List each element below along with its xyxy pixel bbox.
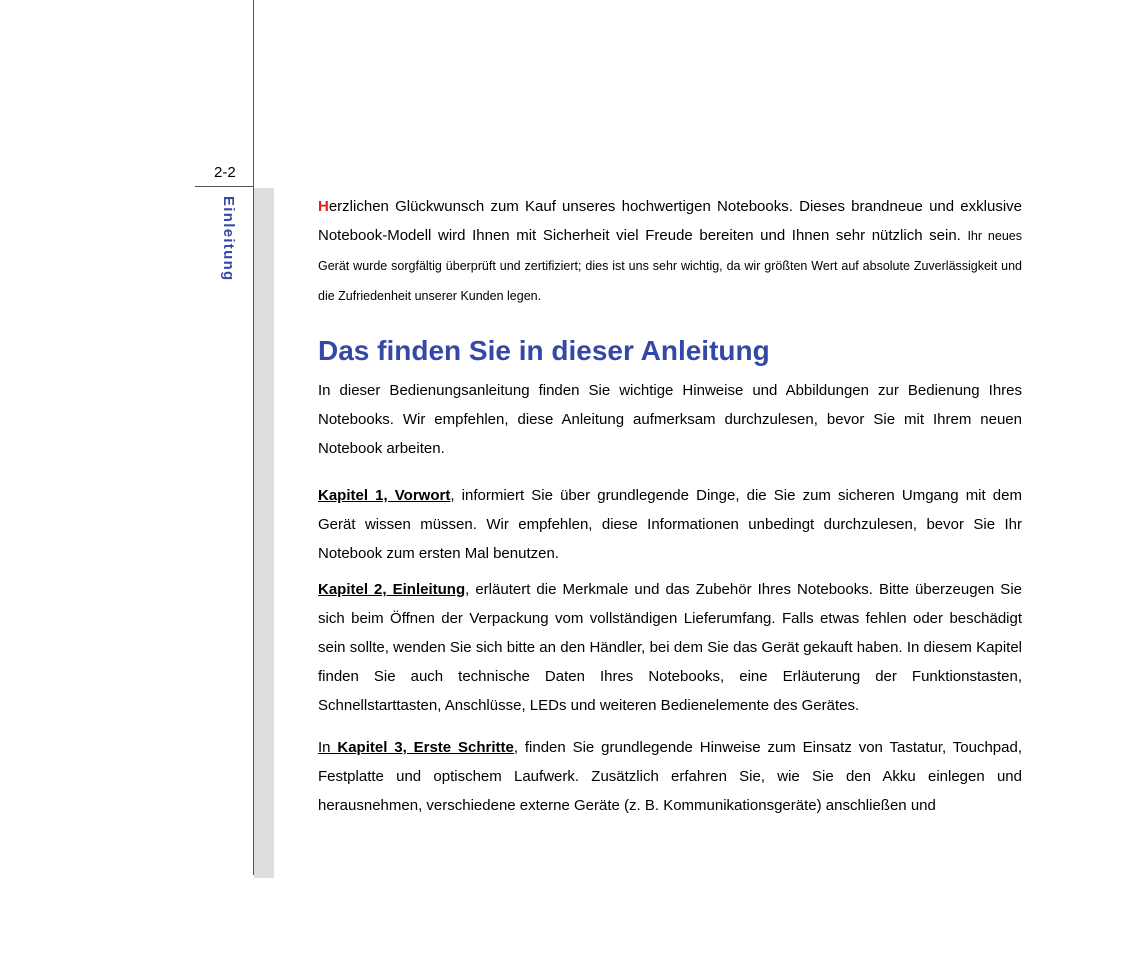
chapter-2-text: , erläutert die Merkmale und das Zubehör Ihres Notebooks. Bitte überzeugen Sie sich beim Öffnen der Verpackung vom vollständigen Lieferumfang. Falls etwas fehlen oder beschädigt sein sollte, wenden Sie sich bitte an den Händler, bei dem Sie das Gerät gekauft haben. In diesem Kapitel finden Sie auch technische Daten Ihres Notebooks, eine Erläuterung der Funktionstasten, Schnellstarttasten, Anschlüsse, LEDs und weiteren Bedienelemente des Gerätes. (318, 581, 1022, 714)
chapter-3-title: Kapitel 3, Erste Schritte (337, 739, 514, 756)
page-number-rule (195, 186, 254, 187)
chapter-2-paragraph (318, 575, 1022, 720)
intro-paragraph (318, 192, 1022, 311)
chapter-3-text: , finden Sie grundlegende Hinweise zum Einsatz von Tastatur, Touchpad, Festplatte und optischem Laufwerk. Zusätzlich erfahren Sie, wie Sie den Akku einlegen und herausnehmen, verschiedene externe Geräte (z. B. Kommunikationsgeräte) anschließen und (318, 739, 1022, 814)
chapter-3-prefix: In (318, 739, 338, 756)
about-paragraph: In dieser Bedienungsanleitung finden Sie wichtige Hinweise und Abbildungen zur Bedienung Ihres Notebooks. Wir empfehlen, diese Anleitung aufmerksam durchzulesen, bevor Sie mit Ihrem neuen Notebook arbeiten. (318, 382, 1022, 457)
intro-initial: H (318, 198, 329, 215)
margin-gray-bar (254, 188, 274, 878)
page-number: 2-2 (214, 164, 236, 181)
section-heading: Das finden Sie in dieser Anleitung (318, 335, 770, 366)
intro-text: erzlichen Glückwunsch zum Kauf unseres hochwertigen Notebooks. Dieses brandneue und exklusive Notebook-Modell wird Ihnen mit Sicherheit viel Freude bereiten und Ihnen sehr nützlich sein. (318, 198, 1022, 244)
chapter-1-title: Kapitel 1, Vorwort (318, 487, 451, 504)
chapter-3-paragraph (318, 733, 1022, 820)
intro-small-text: Ihr neues Gerät wurde sorgfältig überprüft und zertifiziert; dies ist uns sehr wichtig, da wir größten Wert auf absolute Zuverlässigkeit und die Zufriedenheit unserer Kunden legen. (318, 229, 1022, 303)
page-content (318, 192, 1022, 820)
chapter-1-paragraph (318, 481, 1022, 568)
chapter-side-label: Einleitung (220, 196, 237, 282)
chapter-2-title: Kapitel 2, Einleitung (318, 581, 466, 598)
chapter-1-text: , informiert Sie über grundlegende Dinge, die Sie zum sicheren Umgang mit dem Gerät wissen müssen. Wir empfehlen, diese Informationen unbedingt durchzulesen, bevor Sie Ihr Notebook zum ersten Mal benutzen. (318, 487, 1022, 562)
